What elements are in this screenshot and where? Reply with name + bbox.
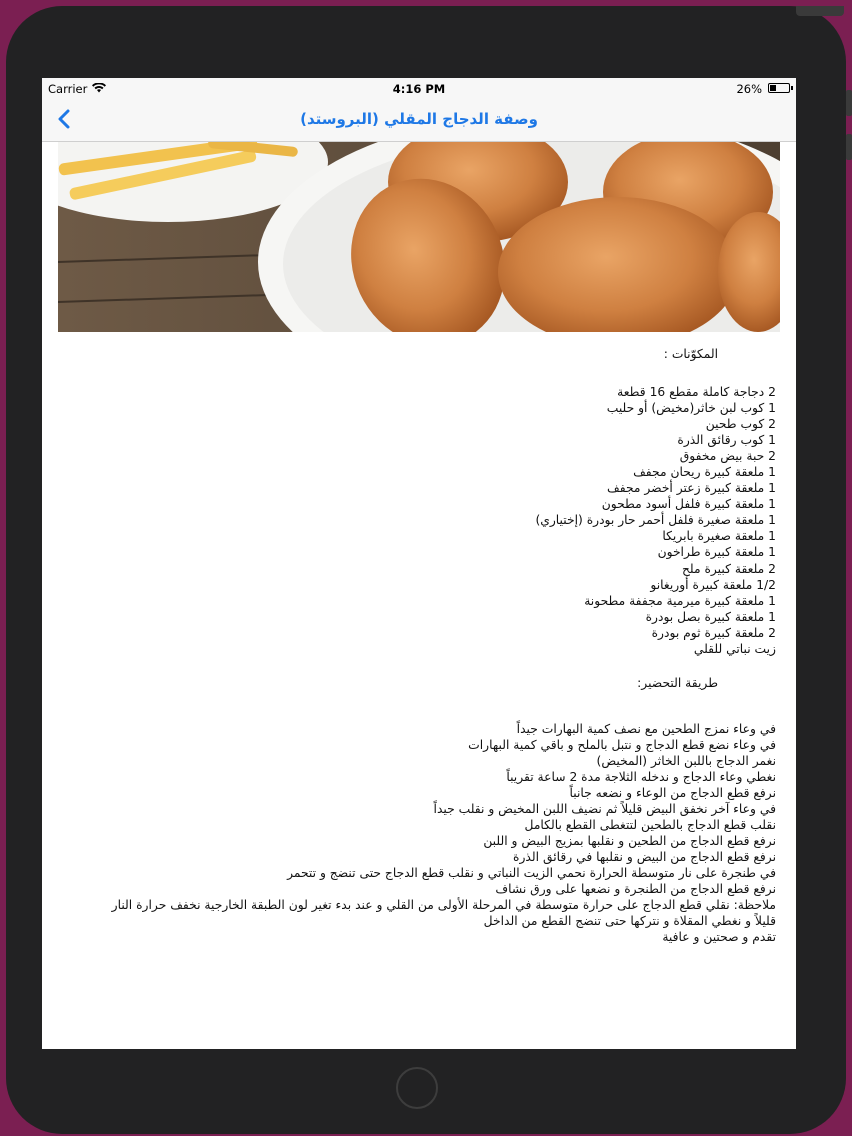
status-bar [42, 78, 796, 98]
method-step: نغمر الدجاج باللبن الخاثر (المخيض) [596, 753, 776, 768]
fried-chicken-photo [58, 142, 780, 332]
battery-percent: 26% [736, 82, 762, 96]
ingredient-item: 1 كوب رقائق الذرة [677, 433, 776, 448]
method-step: قليلاً و نغطي المقلاة و نتركها حتى تنضج القطع من الداخل [483, 914, 776, 929]
method-step: في طنجرة على نار متوسطة الحرارة نحمي الزيت النباتي و نقلب قطع الدجاج حتى تنضج و تتحمر [287, 866, 776, 881]
ingredient-item: 1 ملعقة كبيرة طراخون [657, 545, 776, 560]
method-step: ملاحظة: نقلي قطع الدجاج على حرارة متوسطة في المرحلة الأولى من القلي و عند بدء تغير لون الطبقة الخارجية نخفف حرارة النار [111, 898, 776, 913]
power-button [796, 6, 844, 16]
ingredient-item: 1 ملعقة كبيرة زعتر أخضر مجفف [607, 481, 776, 496]
ingredient-item: 2 ملعقة كبيرة ثوم بودرة [651, 625, 776, 640]
ingredient-item: 1/2 ملعقة كبيرة أوريغانو [650, 577, 776, 592]
method-step: نغطي وعاء الدجاج و ندخله الثلاجة مدة 2 ساعة تقريباً [506, 769, 776, 784]
method-heading: طريقة التحضير: [637, 675, 718, 690]
carrier-label: Carrier [48, 82, 88, 96]
method-step: في وعاء آخر نخفق البيض قليلاً ثم نضيف اللبن المخيض و نقلب جيداً [433, 802, 776, 817]
method-step: نرفع قطع الدجاج من الوعاء و نضعه جانباً [569, 785, 776, 800]
method-step: نرفع قطع الدجاج من الطحين و نقلبها بمزيج البيض و اللبن [483, 834, 776, 849]
method-step: في وعاء نمزج الطحين مع نصف كمية البهارات جيداً [516, 721, 776, 736]
method-step: في وعاء نضع قطع الدجاج و نتبل بالملح و باقي كمية البهارات [468, 737, 776, 752]
ingredient-item: 1 ملعقة كبيرة ريحان مجفف [633, 465, 776, 480]
home-button[interactable] [396, 1067, 438, 1109]
clock: 4:16 PM [392, 82, 446, 96]
ingredient-item: 1 ملعقة صغيرة بابريكا [662, 529, 776, 544]
fried-chicken-illustration [58, 142, 780, 332]
ingredient-item: 1 ملعقة صغيرة فلفل أحمر حار بودرة (إختياري) [535, 513, 776, 528]
ingredient-item: 2 دجاجة كاملة مقطع 16 قطعة [617, 385, 776, 399]
ingredient-item: 1 ملعقة كبيرة فلفل أسود مطحون [601, 497, 776, 512]
volume-down-button [846, 134, 852, 160]
volume-up-button [846, 90, 852, 116]
ingredient-item: 2 كوب طحين [705, 417, 776, 432]
ingredients-heading: المكوّنات : [663, 347, 718, 361]
battery-icon [768, 83, 790, 93]
method-step: تقدم و صحتين و عافية [662, 930, 776, 945]
ingredient-item: 2 حبة بيض مخفوق [679, 449, 776, 464]
method-steps-list [42, 721, 796, 946]
ingredient-item: زيت نباتي للقلي [693, 641, 776, 656]
navigation-bar [42, 98, 796, 142]
ingredient-item: 1 كوب لبن خاثر(مخيض) أو حليب [606, 401, 776, 416]
app-screen [42, 78, 796, 1049]
page-title: وصفة الدجاج المقلي (البروستد) [300, 110, 538, 128]
ingredient-item: 2 ملعقة كبيرة ملح [681, 561, 776, 576]
recipe-content [42, 346, 796, 945]
method-step: نرفع قطع الدجاج من البيض و نقلبها في رقائق الذرة [513, 850, 776, 865]
ingredients-list [42, 384, 796, 657]
method-step: نقلب قطع الدجاج بالطحين لتتغطى القطع بالكامل [524, 818, 776, 833]
ingredient-item: 1 ملعقة كبيرة بصل بودرة [645, 609, 776, 624]
method-step: نرفع قطع الدجاج من الطنجرة و نضعها على ورق نشاف [495, 882, 776, 897]
ingredient-item: 1 ملعقة كبيرة ميرمية مجففة مطحونة [584, 593, 776, 608]
